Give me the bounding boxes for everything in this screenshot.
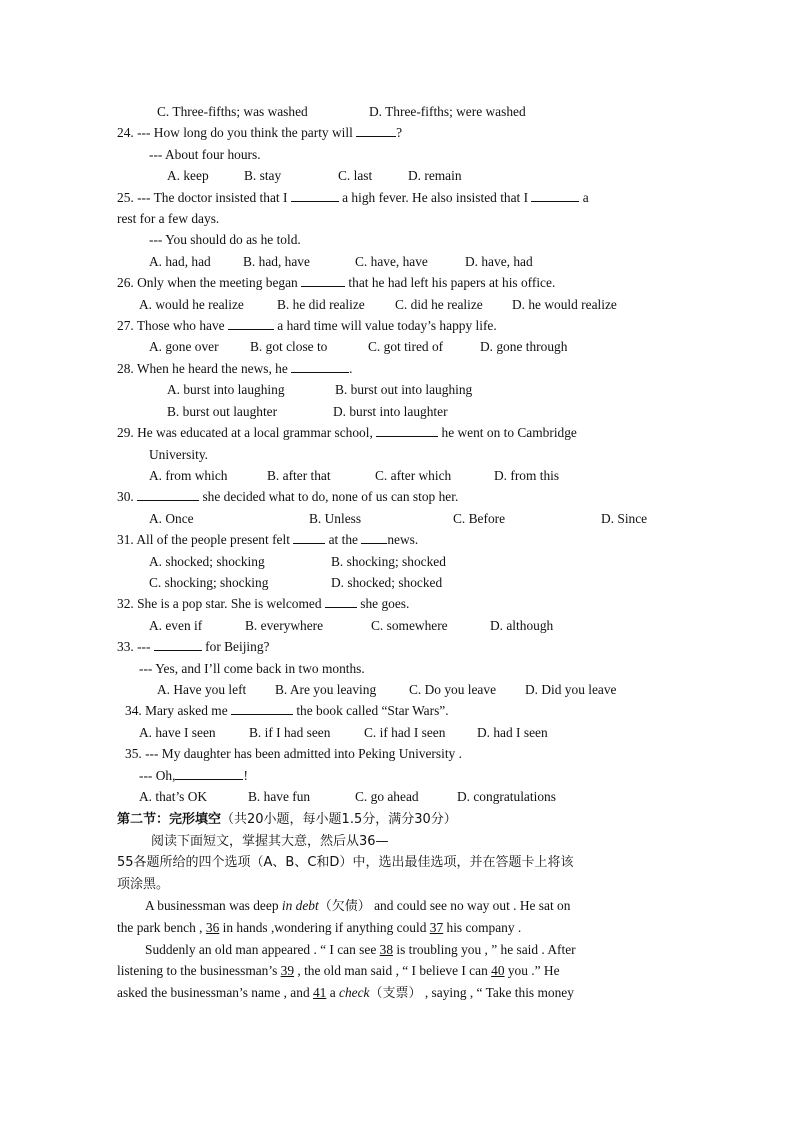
question-text: A. had, had bbox=[149, 253, 211, 269]
answer-blank bbox=[154, 636, 202, 651]
passage-text: , the old man said , “ I believe I can bbox=[294, 963, 492, 979]
question-text: B. if I had seen bbox=[249, 724, 331, 740]
passage-text: in hands ,wondering if anything could bbox=[219, 920, 430, 936]
question-text: --- Oh, bbox=[139, 767, 176, 783]
answer-blank bbox=[175, 765, 243, 780]
question-text: D. Did you leave bbox=[525, 681, 617, 697]
question-line bbox=[117, 379, 677, 400]
passage-text: A businessman was deep bbox=[145, 898, 282, 914]
question-line bbox=[117, 551, 677, 572]
blank-number-37: 37 bbox=[429, 920, 444, 936]
question-line bbox=[117, 294, 677, 315]
passage-line-2 bbox=[117, 917, 677, 938]
passage-italic-term: in debt bbox=[281, 898, 319, 914]
question-text: for Beijing? bbox=[201, 639, 270, 655]
passage-text: , saying , “ Take this money bbox=[421, 984, 574, 1000]
question-text: 30. bbox=[117, 489, 138, 505]
question-text: D. have, had bbox=[465, 253, 533, 269]
question-line bbox=[117, 144, 677, 165]
question-line bbox=[117, 401, 677, 422]
question-text: D. burst into laughter bbox=[333, 403, 448, 419]
question-text: C. somewhere bbox=[371, 617, 448, 633]
instruction-text-3: 项涂黑。 bbox=[117, 876, 170, 892]
question-text: D. although bbox=[490, 617, 554, 633]
question-text: A. Once bbox=[149, 510, 194, 526]
question-text: C. shocking; shocking bbox=[149, 574, 269, 590]
question-text: A. keep bbox=[167, 168, 209, 184]
question-line bbox=[117, 743, 677, 764]
question-text: at the bbox=[325, 532, 362, 548]
question-line bbox=[117, 572, 677, 593]
question-text: 31. All of the people present felt bbox=[117, 532, 294, 548]
answer-blank bbox=[137, 486, 199, 501]
question-text: news. bbox=[387, 532, 419, 548]
instruction-line-2 bbox=[117, 852, 677, 873]
question-line bbox=[117, 700, 677, 721]
question-text: she decided what to do, none of us can stop her. bbox=[199, 489, 459, 505]
passage-text: asked the businessman’s name , and bbox=[117, 984, 313, 1000]
question-line bbox=[117, 593, 677, 614]
question-text: . bbox=[349, 360, 353, 376]
question-text: A. gone over bbox=[149, 339, 219, 355]
question-text: A. have I seen bbox=[139, 724, 216, 740]
question-text: 32. She is a pop star. She is welcomed bbox=[117, 596, 325, 612]
question-line bbox=[117, 336, 677, 357]
answer-blank bbox=[361, 529, 387, 544]
question-text: --- You should do as he told. bbox=[149, 232, 301, 248]
question-text: that he had left his papers at his office. bbox=[345, 275, 556, 291]
question-text: B. got close to bbox=[250, 339, 328, 355]
question-text: the book called “Star Wars”. bbox=[292, 703, 449, 719]
passage-text: you .” He bbox=[504, 963, 560, 979]
question-text: D. shocked; shocked bbox=[331, 574, 443, 590]
question-line bbox=[117, 486, 677, 507]
question-text: 24. --- How long do you think the party will bbox=[117, 125, 357, 141]
passage-text: the park bench , bbox=[117, 920, 206, 936]
passage-text: and could see no way out . He sat on bbox=[370, 898, 571, 914]
section-subtitle: （共20小题，每小题1.5分，满分30分） bbox=[221, 812, 457, 828]
question-line bbox=[117, 658, 677, 679]
blank-number-36: 36 bbox=[205, 920, 220, 936]
question-text: B. burst out laughter bbox=[167, 403, 278, 419]
passage-line-5 bbox=[117, 982, 677, 1004]
passage-italic-term: check bbox=[339, 984, 370, 1000]
answer-blank bbox=[231, 700, 293, 715]
answer-blank bbox=[325, 593, 357, 608]
instruction-line-3 bbox=[117, 874, 677, 895]
question-text: ? bbox=[396, 125, 403, 141]
question-line bbox=[117, 444, 677, 465]
question-text: a high fever. He also insisted that I bbox=[338, 189, 532, 205]
question-text: A. shocked; shocking bbox=[149, 553, 265, 569]
question-line bbox=[117, 187, 677, 208]
question-text: 28. When he heard the news, he bbox=[117, 360, 292, 376]
question-line bbox=[117, 636, 677, 657]
question-text: B. have fun bbox=[248, 789, 311, 804]
question-text: B. shocking; shocked bbox=[331, 553, 446, 569]
passage-text: listening to the businessman’s bbox=[117, 963, 281, 979]
answer-blank bbox=[291, 187, 339, 202]
blank-number-41: 41 bbox=[312, 984, 327, 1000]
question-text: C. got tired of bbox=[368, 339, 444, 355]
answer-blank bbox=[301, 272, 345, 287]
question-text: 29. He was educated at a local grammar school, bbox=[117, 425, 377, 441]
question-text: D. from this bbox=[494, 467, 560, 483]
question-text: A. would he realize bbox=[139, 296, 244, 312]
question-line bbox=[117, 272, 677, 293]
instruction-text-1: 阅读下面短文，掌握其大意，然后从36— bbox=[151, 833, 389, 849]
question-line bbox=[117, 508, 677, 529]
question-text: B. burst out into laughing bbox=[335, 382, 473, 398]
question-line bbox=[117, 786, 677, 807]
question-text: A. that’s OK bbox=[139, 789, 208, 804]
question-text: D. remain bbox=[408, 168, 462, 184]
question-text: a hard time will value today’s happy life. bbox=[273, 318, 497, 334]
question-text: D. congratulations bbox=[457, 789, 556, 804]
passage-text: is troubling you , ” he said . After bbox=[393, 941, 576, 957]
question-text: B. stay bbox=[244, 168, 282, 184]
question-text: A. from which bbox=[149, 467, 228, 483]
question-line bbox=[117, 315, 677, 336]
question-text: she goes. bbox=[356, 596, 410, 612]
instruction-line-1 bbox=[117, 831, 677, 852]
question-text: A. even if bbox=[149, 617, 203, 633]
question-line bbox=[117, 165, 677, 186]
question-text: --- Yes, and I’ll come back in two months. bbox=[139, 660, 365, 676]
answer-blank bbox=[291, 358, 349, 373]
question-line bbox=[117, 358, 677, 379]
blank-number-39: 39 bbox=[280, 963, 295, 979]
passage-cn-gloss: （支票） bbox=[369, 985, 422, 1001]
question-text: D. Three-fifths; were washed bbox=[369, 104, 526, 119]
question-text: B. had, have bbox=[243, 253, 310, 269]
answer-blank bbox=[356, 122, 396, 137]
question-text: B. he did realize bbox=[277, 296, 365, 312]
question-text: 26. Only when the meeting began bbox=[117, 275, 302, 291]
question-text: a bbox=[579, 189, 589, 205]
question-text: --- About four hours. bbox=[149, 146, 261, 162]
blank-number-40: 40 bbox=[491, 963, 505, 979]
question-text: B. Unless bbox=[309, 510, 362, 526]
question-line bbox=[117, 208, 677, 229]
question-text: B. Are you leaving bbox=[275, 681, 377, 697]
question-text: University. bbox=[149, 446, 209, 462]
question-text: C. last bbox=[338, 168, 373, 184]
question-text: B. after that bbox=[267, 467, 331, 483]
question-text: 34. Mary asked me bbox=[125, 703, 231, 719]
passage-cn-gloss: （欠债） bbox=[318, 899, 371, 915]
answer-blank bbox=[531, 187, 579, 202]
question-text: rest for a few days. bbox=[117, 211, 220, 227]
question-text: he went on to Cambridge bbox=[438, 425, 577, 441]
question-lines bbox=[117, 101, 677, 807]
passage-line-4 bbox=[117, 960, 677, 981]
passage-line-1 bbox=[117, 895, 677, 917]
question-text: 33. --- bbox=[117, 639, 154, 655]
blank-number-38: 38 bbox=[379, 941, 394, 957]
passage-text: Suddenly an old man appeared . “ I can see bbox=[145, 941, 380, 957]
question-text: A. Have you left bbox=[157, 681, 247, 697]
question-line bbox=[117, 615, 677, 636]
question-text: C. did he realize bbox=[395, 296, 483, 312]
question-line bbox=[117, 765, 677, 786]
passage-text: his company . bbox=[443, 920, 522, 936]
question-text: 35. --- My daughter has been admitted into Peking University . bbox=[125, 746, 462, 762]
question-text: ! bbox=[243, 767, 248, 783]
question-line bbox=[117, 251, 677, 272]
exam-content bbox=[117, 101, 677, 1004]
instruction-text-2: 55各题所给的四个选项（A、B、C和D）中，选出最佳选项，并在答题卡上将该 bbox=[117, 855, 574, 871]
section-heading bbox=[117, 808, 677, 830]
question-text: C. after which bbox=[375, 467, 452, 483]
question-text: D. Since bbox=[601, 510, 648, 526]
question-text: 27. Those who have bbox=[117, 318, 228, 334]
question-line bbox=[117, 465, 677, 486]
answer-blank bbox=[228, 315, 274, 330]
question-text: 25. --- The doctor insisted that I bbox=[117, 189, 291, 205]
answer-blank bbox=[376, 422, 438, 437]
question-line bbox=[117, 101, 677, 122]
question-text: C. Three-fifths; was washed bbox=[157, 104, 308, 119]
question-text: C. Before bbox=[453, 510, 506, 526]
question-line bbox=[117, 529, 677, 550]
question-line bbox=[117, 122, 677, 143]
question-text: C. if had I seen bbox=[364, 724, 446, 740]
section-title: 第二节：完形填空 bbox=[117, 812, 222, 828]
question-line bbox=[117, 229, 677, 250]
question-text: B. everywhere bbox=[245, 617, 324, 633]
question-text: C. have, have bbox=[355, 253, 428, 269]
passage-text: a bbox=[326, 984, 340, 1000]
question-text: C. Do you leave bbox=[409, 681, 497, 697]
question-line bbox=[117, 722, 677, 743]
question-line bbox=[117, 422, 677, 443]
question-line bbox=[117, 679, 677, 700]
answer-blank bbox=[293, 529, 325, 544]
question-text: D. gone through bbox=[480, 339, 568, 355]
question-text: C. go ahead bbox=[355, 789, 419, 804]
question-text: D. had I seen bbox=[477, 724, 548, 740]
passage-line-3 bbox=[117, 939, 677, 960]
question-text: A. burst into laughing bbox=[167, 382, 285, 398]
question-text: D. he would realize bbox=[512, 296, 617, 312]
